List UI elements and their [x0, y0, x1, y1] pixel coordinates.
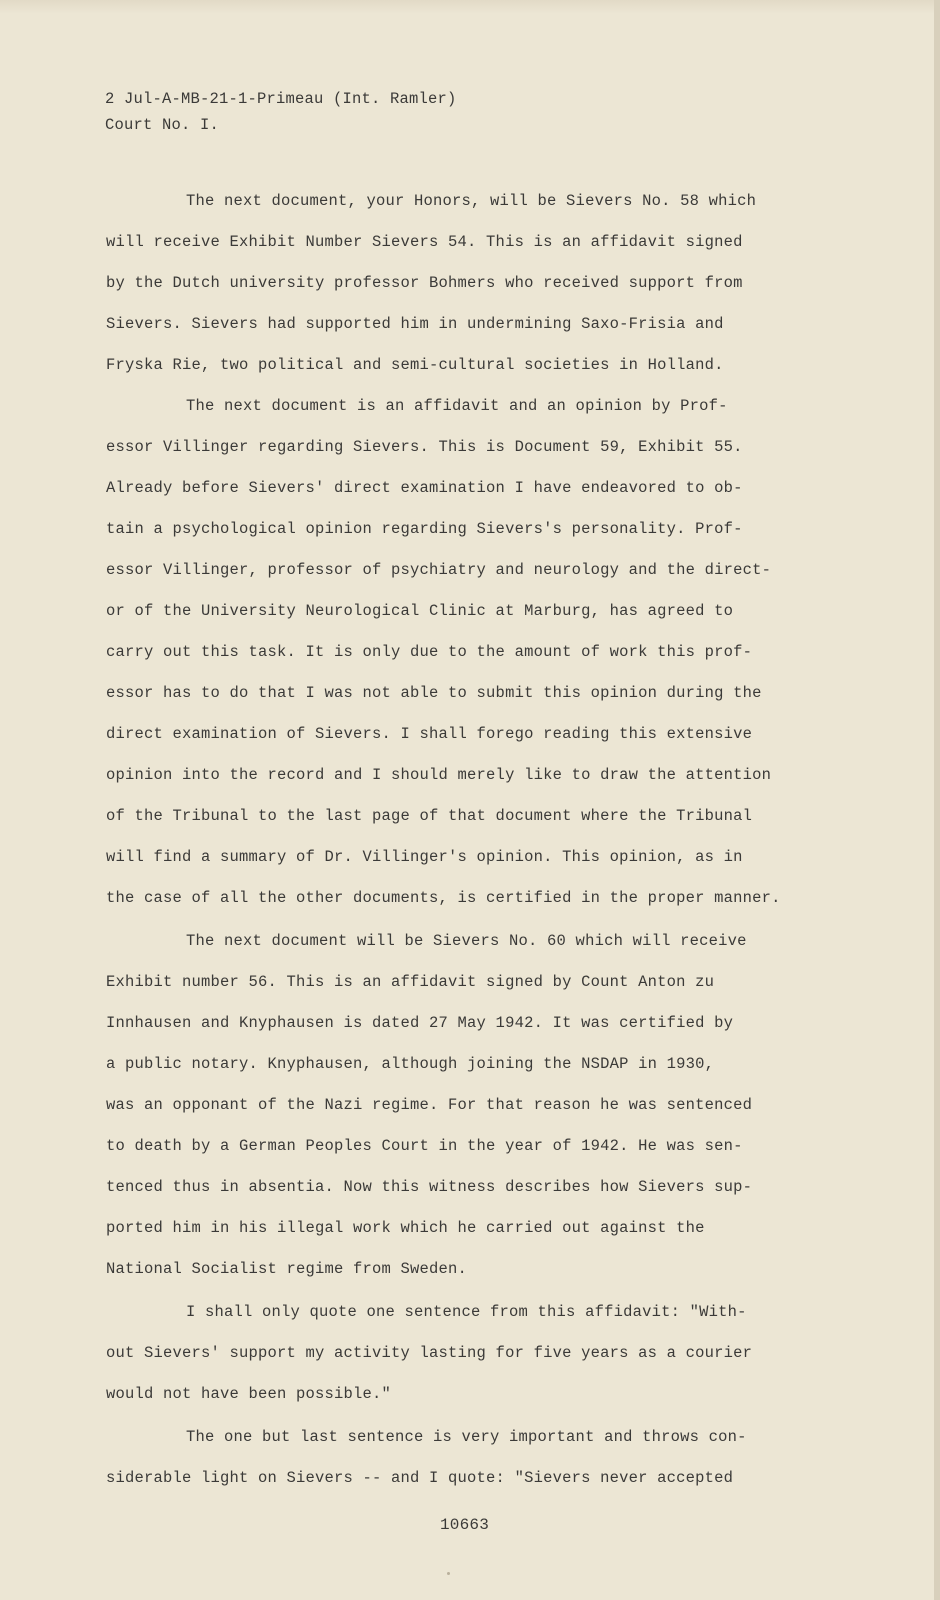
body-line: National Socialist regime from Sweden.: [106, 1260, 468, 1278]
body-line: I shall only quote one sentence from this affidavit: "With-: [186, 1303, 747, 1321]
body-line: of the Tribunal to the last page of that document where the Tribunal: [106, 807, 753, 825]
body-line: tenced thus in absentia. Now this witness describes how Sievers sup-: [106, 1178, 753, 1196]
paper-speck: [447, 1572, 450, 1575]
page-top-edge: [0, 0, 940, 14]
body-line: or of the University Neurological Clinic at Marburg, has agreed to: [106, 602, 734, 620]
body-line: Fryska Rie, two political and semi-cultural societies in Holland.: [106, 356, 724, 374]
body-line: was an opponant of the Nazi regime. For that reason he was sentenced: [106, 1096, 753, 1114]
body-line: essor Villinger regarding Sievers. This is Document 59, Exhibit 55.: [106, 438, 743, 456]
body-line: direct examination of Sievers. I shall forego reading this extensive: [106, 725, 753, 743]
body-line: would not have been possible.": [106, 1385, 392, 1403]
header-court: Court No. I.: [105, 116, 220, 134]
body-line: will receive Exhibit Number Sievers 54. This is an affidavit signed: [106, 233, 743, 251]
body-line: The next document will be Sievers No. 60 which will receive: [186, 932, 747, 950]
body-line: essor has to do that I was not able to submit this opinion during the: [106, 684, 762, 702]
body-line: Innhausen and Knyphausen is dated 27 May 1942. It was certified by: [106, 1014, 734, 1032]
body-line: a public notary. Knyphausen, although joining the NSDAP in 1930,: [106, 1055, 715, 1073]
header-reference: 2 Jul-A-MB-21-1-Primeau (Int. Ramler): [105, 90, 457, 108]
page-number: 10663: [440, 1516, 490, 1534]
body-line: Exhibit number 56. This is an affidavit signed by Count Anton zu: [106, 973, 715, 991]
body-line: The next document, your Honors, will be Sievers No. 58 which: [186, 192, 757, 210]
body-line: will find a summary of Dr. Villinger's opinion. This opinion, as in: [106, 848, 743, 866]
body-line: by the Dutch university professor Bohmers who received support from: [106, 274, 743, 292]
body-line: tain a psychological opinion regarding Sievers's personality. Prof-: [106, 520, 743, 538]
body-line: the case of all the other documents, is certified in the proper manner.: [106, 889, 781, 907]
body-line: opinion into the record and I should merely like to draw the attention: [106, 766, 772, 784]
body-line: essor Villinger, professor of psychiatry and neurology and the direct-: [106, 561, 772, 579]
body-line: siderable light on Sievers -- and I quote: "Sievers never accepted: [106, 1469, 734, 1487]
body-line: carry out this task. It is only due to the amount of work this prof-: [106, 643, 753, 661]
body-line: to death by a German Peoples Court in the year of 1942. He was sen-: [106, 1137, 743, 1155]
body-line: out Sievers' support my activity lasting for five years as a courier: [106, 1344, 753, 1362]
body-line: The one but last sentence is very important and throws con-: [186, 1428, 747, 1446]
body-line: The next document is an affidavit and an opinion by Prof-: [186, 397, 728, 415]
body-line: Sievers. Sievers had supported him in undermining Saxo-Frisia and: [106, 315, 724, 333]
body-line: ported him in his illegal work which he carried out against the: [106, 1219, 705, 1237]
page-right-edge: [934, 0, 940, 1600]
body-line: Already before Sievers' direct examination I have endeavored to ob-: [106, 479, 743, 497]
